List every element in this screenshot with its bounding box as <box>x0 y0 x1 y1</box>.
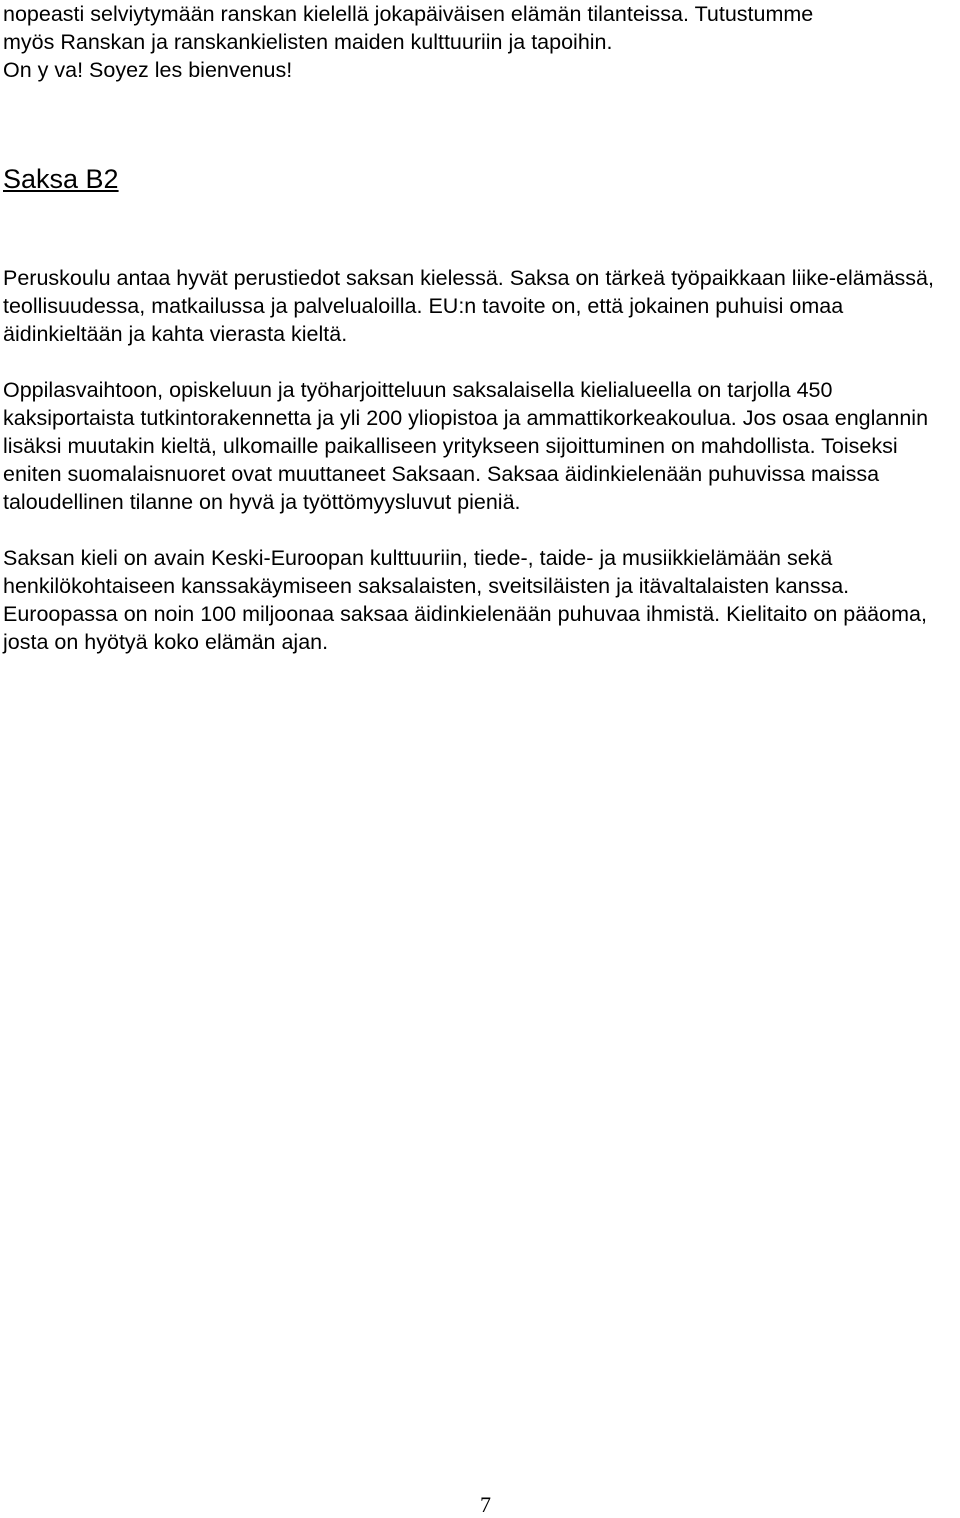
page-number: 7 <box>480 1492 491 1517</box>
intro-text <box>3 0 957 84</box>
paragraph: Saksan kieli on avain Keski-Euroopan kulttuuriin, tiede-, taide- ja musiikkielämään sekä henkilökohtaiseen kanssakäymiseen saksalaisten, sveitsiläisten ja itävaltalaisten kanssa. Euroopassa on noin 100 miljoonaa saksaa äidinkielenään puhuvaa ihmistä. Kielitaito on pääoma, josta on hyötyä koko elämän ajan. <box>3 546 927 654</box>
section-title: Saksa B2 <box>3 164 119 194</box>
intro-line: myös Ranskan ja ranskankielisten maiden kulttuuriin ja tapoihin. <box>3 30 613 54</box>
intro-line: On y va! Soyez les bienvenus! <box>3 58 293 82</box>
paragraph: Peruskoulu antaa hyvät perustiedot saksan kielessä. Saksa on tärkeä työpaikkaan liike-elämässä, teollisuudessa, matkailussa ja palvelualoilla. EU:n tavoite on, että jokainen puhuisi omaa äidinkieltään ja kahta vierasta kieltä. <box>3 266 934 346</box>
paragraph: Oppilasvaihtoon, opiskeluun ja työharjoitteluun saksalaisella kielialueella on tarjolla 450 kaksiportaista tutkintorakennetta ja yli 200 yliopistoa ja ammattikorkeakoulua. Jos osaa englannin lisäksi muutakin kieltä, ulkomaille paikalliseen yritykseen sijoittuminen on mahdollista. Toiseksi eniten suomalaisnuoret ovat muuttaneet Saksaan. Saksaa äidinkielenään puhuvissa maissa taloudellinen tilanne on hyvä ja työttömyysluvut pieniä. <box>3 378 929 514</box>
document-page <box>3 0 957 654</box>
intro-line: nopeasti selviytymään ranskan kielellä jokapäiväisen elämän tilanteissa. Tutustumme <box>3 2 814 26</box>
